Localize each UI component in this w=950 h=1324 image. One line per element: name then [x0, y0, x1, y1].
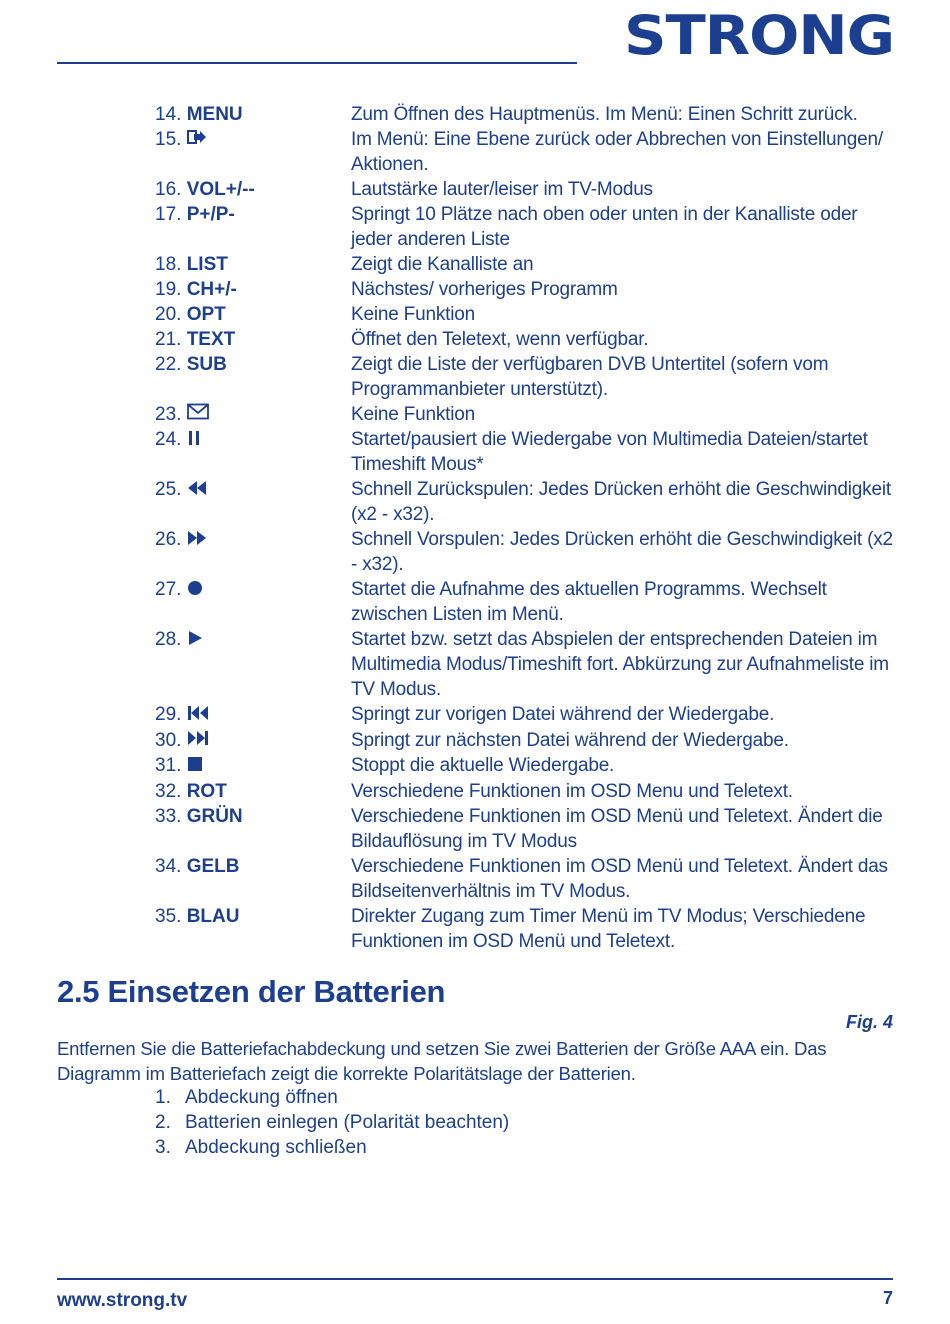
key-number: 18. — [155, 254, 182, 275]
key-label: ROT — [186, 780, 227, 802]
key-description: Direkter Zugang zum Timer Menü im TV Modus; Verschiedene Funktionen im OSD Menü und Teletext. — [351, 905, 866, 952]
fast-forward-icon — [187, 528, 207, 553]
key-name — [155, 127, 351, 177]
header-rule — [57, 62, 577, 64]
key-number: 34. — [155, 855, 182, 877]
key-description: Startet die Aufnahme des aktuellen Programms. Wechselt zwischen Listen im Menü. — [351, 579, 827, 626]
key-number: 32. — [155, 780, 182, 802]
key-row — [155, 427, 900, 477]
key-label: CH+/- — [186, 279, 237, 300]
key-number: 31. — [155, 755, 182, 777]
key-label: GRÜN — [186, 805, 243, 827]
figure-label: Fig. 4 — [845, 1012, 893, 1032]
key-number: 14. — [155, 104, 182, 125]
key-name — [155, 327, 351, 352]
key-row — [155, 127, 900, 177]
step-number: 2. — [155, 1112, 171, 1133]
key-description: Stoppt die aktuelle Wiedergabe. — [351, 755, 615, 777]
key-row — [155, 904, 900, 954]
key-row — [155, 577, 900, 627]
skip-previous-icon — [187, 703, 209, 728]
key-row — [155, 352, 900, 402]
key-row — [155, 779, 900, 804]
key-name — [155, 702, 351, 727]
key-name — [155, 728, 351, 753]
key-row — [155, 627, 900, 702]
key-label: GELB — [186, 855, 240, 877]
key-name — [155, 402, 351, 427]
key-label: TEXT — [186, 329, 236, 350]
pause-icon — [187, 428, 201, 453]
key-description: Verschiedene Funktionen im OSD Menu und Teletext. — [351, 780, 793, 802]
key-name — [155, 577, 351, 627]
key-label: MENU — [186, 104, 243, 125]
key-row — [155, 102, 900, 127]
key-description: Zum Öffnen des Hauptmenüs. Im Menü: Einen Schritt zurück. — [351, 104, 858, 125]
key-name — [155, 477, 351, 527]
stop-icon — [187, 754, 203, 779]
key-name — [155, 427, 351, 477]
remote-key-list — [155, 102, 900, 954]
step-text: Abdeckung schließen — [185, 1137, 367, 1158]
section-paragraph: Entfernen Sie die Batteriefachabdeckung und setzen Sie zwei Batterien der Größe AAA ein. Das Diagramm im Batteriefach zeigt die korrekte Polaritätslage der Batterien. — [57, 1038, 827, 1084]
key-description: Öffnet den Teletext, wenn verfügbar. — [351, 329, 649, 350]
key-description: Keine Funktion — [351, 404, 475, 425]
key-row — [155, 753, 900, 778]
section-title: 2.5 Einsetzen der Batterien — [57, 974, 446, 1009]
key-row — [155, 177, 900, 202]
key-description: Lautstärke lauter/leiser im TV-Modus — [351, 179, 653, 200]
exit-icon — [187, 127, 207, 152]
key-number: 20. — [155, 304, 182, 325]
strong-logo — [624, 6, 896, 62]
key-description: Springt zur vorigen Datei während der Wiedergabe. — [351, 704, 775, 726]
key-description: Springt 10 Plätze nach oben oder unten in der Kanalliste oder jeder anderen Liste — [351, 204, 858, 250]
key-number: 27. — [155, 579, 182, 601]
key-name — [155, 352, 351, 402]
svg-text:STRONG: STRONG — [624, 6, 894, 62]
key-number: 22. — [155, 354, 182, 375]
key-row — [155, 804, 900, 854]
key-row — [155, 728, 900, 753]
key-label: OPT — [186, 304, 226, 325]
key-name — [155, 904, 351, 954]
key-description: Im Menü: Eine Ebene zurück oder Abbrechen von Einstellungen/ Aktionen. — [351, 129, 883, 175]
step-number: 3. — [155, 1137, 171, 1158]
play-icon — [187, 628, 203, 653]
key-row — [155, 854, 900, 904]
key-name — [155, 627, 351, 702]
step-item — [155, 1110, 509, 1135]
key-name — [155, 302, 351, 327]
step-item — [155, 1085, 509, 1110]
key-number: 35. — [155, 905, 182, 927]
key-name — [155, 527, 351, 577]
footer-rule — [57, 1278, 893, 1280]
skip-next-icon — [187, 728, 209, 753]
step-number: 1. — [155, 1087, 171, 1108]
page-number: 7 — [882, 1288, 893, 1308]
key-description: Zeigt die Liste der verfügbaren DVB Untertitel (sofern vom Programmanbieter unterstützt). — [351, 354, 829, 400]
key-row — [155, 527, 900, 577]
key-number: 23. — [155, 404, 182, 425]
key-number: 26. — [155, 529, 182, 551]
key-row — [155, 252, 900, 277]
key-name — [155, 804, 351, 854]
key-row — [155, 477, 900, 527]
mail-icon — [187, 402, 209, 427]
key-description: Zeigt die Kanalliste an — [351, 254, 534, 275]
key-description: Verschiedene Funktionen im OSD Menü und Teletext. Ändert das Bildseitenverhältnis im TV Modus. — [351, 855, 888, 902]
key-number: 15. — [155, 129, 182, 150]
key-label: BLAU — [186, 905, 240, 927]
rewind-icon — [187, 478, 207, 503]
key-number: 21. — [155, 329, 182, 350]
key-name — [155, 252, 351, 277]
key-row — [155, 402, 900, 427]
steps-list — [155, 1085, 509, 1160]
key-number: 19. — [155, 279, 182, 300]
key-number: 25. — [155, 479, 182, 501]
key-description: Schnell Zurückspulen: Jedes Drücken erhöht die Geschwindigkeit (x2 - x32). — [351, 479, 891, 526]
key-number: 24. — [155, 429, 182, 451]
key-description: Keine Funktion — [351, 304, 475, 325]
key-row — [155, 702, 900, 727]
key-number: 17. — [155, 204, 182, 225]
key-row — [155, 202, 900, 252]
key-description: Schnell Vorspulen: Jedes Drücken erhöht die Geschwindigkeit (x2 - x32). — [351, 529, 893, 576]
key-number: 33. — [155, 805, 182, 827]
key-row — [155, 277, 900, 302]
key-name — [155, 779, 351, 804]
key-description: Startet bzw. setzt das Abspielen der entsprechenden Dateien im Multimedia Modus/Timeshift fort. Abkürzung zur Aufnahmeliste im TV Modus. — [351, 629, 889, 701]
key-name — [155, 202, 351, 252]
key-row — [155, 302, 900, 327]
key-number: 16. — [155, 179, 182, 200]
key-name — [155, 854, 351, 904]
key-name — [155, 753, 351, 778]
key-description: Springt zur nächsten Datei während der Wiedergabe. — [351, 729, 789, 751]
key-label: LIST — [186, 254, 228, 275]
key-label: VOL+/-- — [186, 179, 255, 200]
key-description: Nächstes/ vorheriges Programm — [351, 279, 618, 300]
key-number: 29. — [155, 704, 182, 726]
key-row — [155, 327, 900, 352]
key-label: SUB — [186, 354, 227, 375]
key-name — [155, 102, 351, 127]
step-text: Abdeckung öffnen — [185, 1087, 338, 1108]
key-number: 28. — [155, 629, 182, 651]
footer-url[interactable]: www.strong.tv — [57, 1290, 188, 1311]
key-description: Startet/pausiert die Wiedergabe von Multimedia Dateien/startet Timeshift Mous* — [351, 429, 868, 476]
key-label: P+/P- — [186, 204, 235, 225]
record-icon — [187, 578, 203, 603]
key-description: Verschiedene Funktionen im OSD Menü und Teletext. Ändert die Bildauflösung im TV Modus — [351, 805, 883, 852]
step-text: Batterien einlegen (Polarität beachten) — [185, 1112, 510, 1133]
key-name — [155, 277, 351, 302]
step-item — [155, 1135, 509, 1160]
key-name — [155, 177, 351, 202]
key-number: 30. — [155, 729, 182, 751]
